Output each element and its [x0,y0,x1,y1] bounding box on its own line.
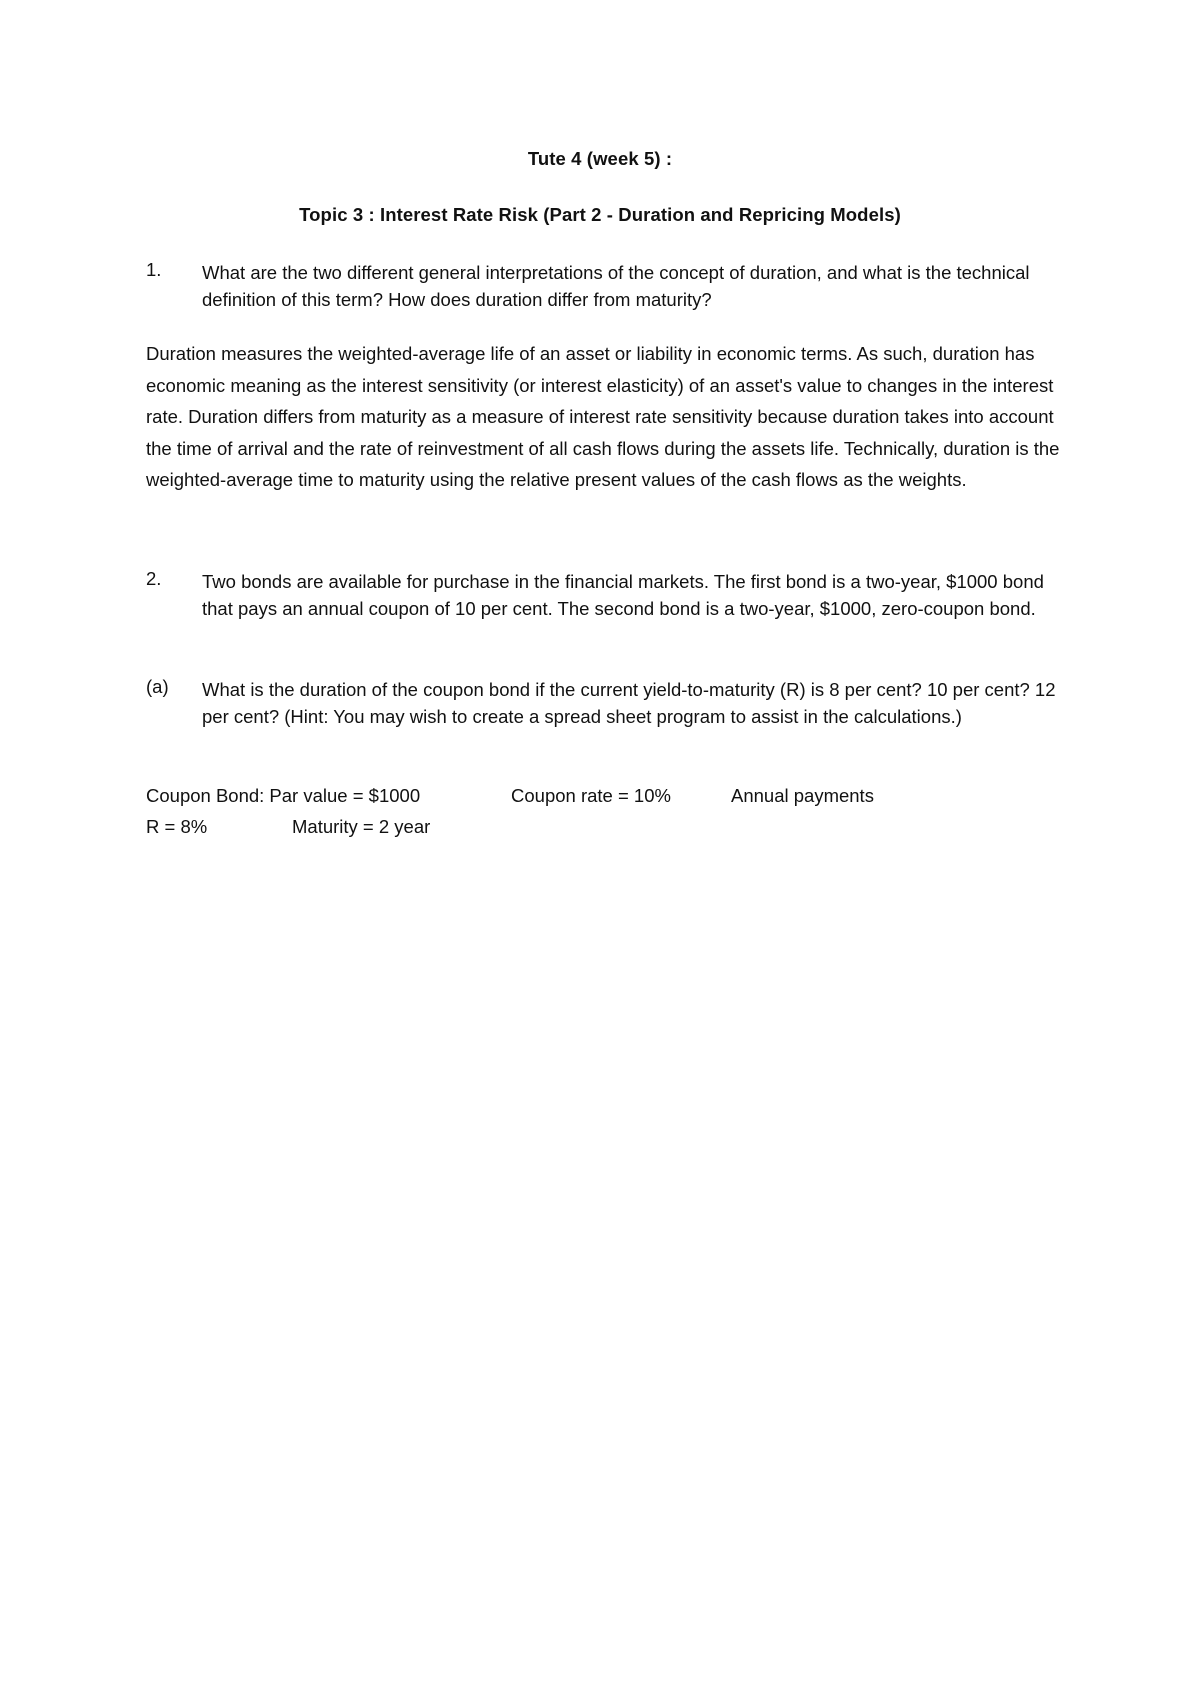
question-1 [146,259,1076,313]
bond-payments: Annual payments [731,785,874,806]
answer-1-paragraph: Duration measures the weighted-average life of an asset or liability in economic terms. As such, duration has economic meaning as the interest sensitivity (or interest elasticity) of an asset's value to changes in the interest rate. Duration differs from maturity as a measure of interest rate sensitivity because duration takes into account the time of arrival and the rate of reinvestment of all cash flows during the assets life. Technically, duration is the weighted-average time to maturity using the relative present values of the cash flows as the weights. [146,343,1060,491]
question-2 [146,568,1076,622]
bond-maturity: Maturity = 2 year [292,816,431,837]
bond-par-value: Coupon Bond: Par value = $1000 [146,785,421,806]
question-2-number: 2. [146,568,162,589]
page-title: Tute 4 (week 5) : [527,148,673,169]
question-2a-text: What is the duration of the coupon bond if the current yield-to-maturity (R) is 8 per cent? 10 per cent? 12 per cent? (Hint: You may wish to create a spread sheet program to assist in the calculations.) [202,679,1056,727]
topic-heading: Topic 3 : Interest Rate Risk (Part 2 - Duration and Repricing Models) [299,204,901,225]
question-1-number: 1. [146,259,162,280]
question-2a [146,676,1076,730]
bond-coupon-rate: Coupon rate = 10% [511,785,671,806]
question-1-text: What are the two different general interpretations of the concept of duration, and what is the technical definition of this term? How does duration differ from maturity? [202,262,1030,310]
question-2-text: Two bonds are available for purchase in the financial markets. The first bond is a two-year, $1000 bond that pays an annual coupon of 10 per cent. The second bond is a two-year, $1000, zero-coupon bond. [202,571,1044,619]
bond-rate: R = 8% [146,816,208,837]
question-2a-label: (a) [146,676,169,697]
